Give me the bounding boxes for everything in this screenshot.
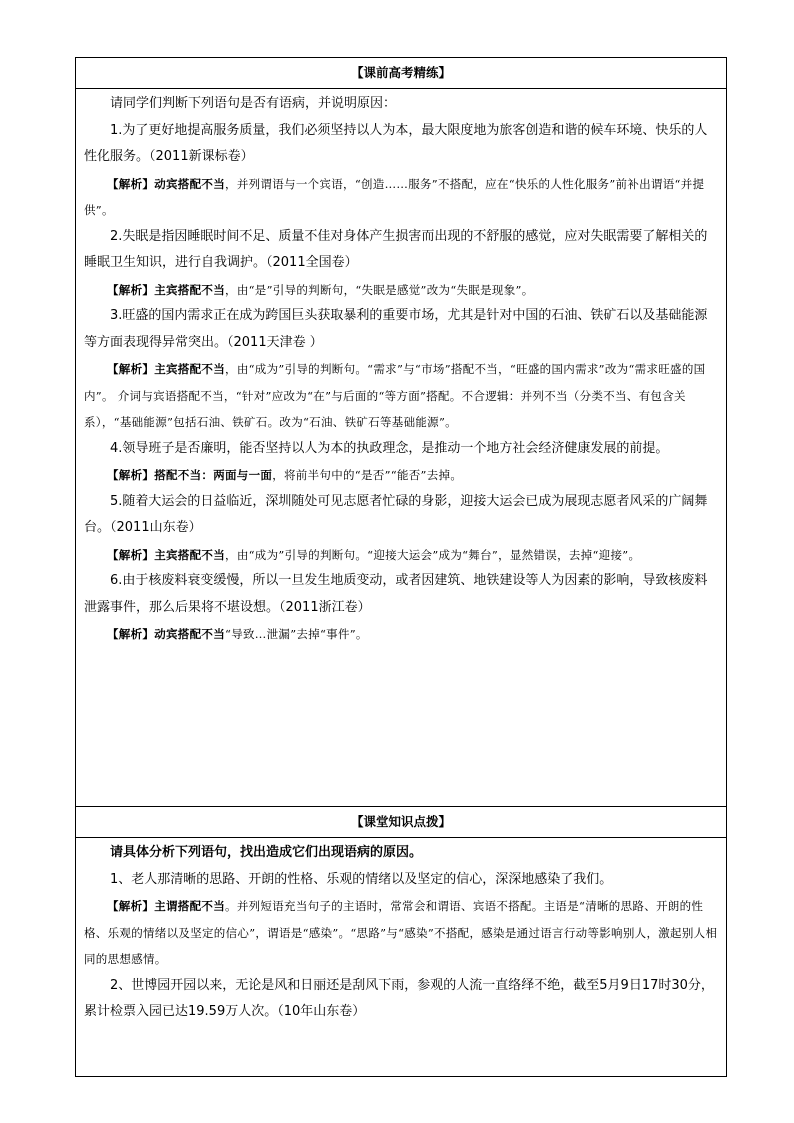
analysis-keyword: 主宾搭配不当 [154, 547, 226, 562]
question-1: 1.为了更好地提高服务质量，我们必须坚持以人为本，最大限度地为旅客创造和谐的候车环境、快乐的人性化服务。（2011新课标卷） [84, 122, 708, 164]
analysis-text: ，并列谓语与一个宾语，“创造……服务”不搭配，应在“快乐的人性化服务”前补出谓语“并提供”。 [84, 176, 705, 217]
analysis-label: 【解析】 [107, 547, 155, 562]
intro-text: 请同学们判断下列语句是否有语病，并说明原因： [110, 96, 397, 111]
analysis-label: 【解析】 [107, 362, 155, 376]
section-header: 【课前高考精练】 [76, 58, 726, 89]
question-2: 2.失眠是指因睡眠时间不足、质量不佳对身体产生损害而出现的不舒服的感觉，应对失眠需要了解相关的睡眠卫生知识，进行自我调护。（2011全国卷） [84, 228, 708, 270]
analysis-label: 【解析】 [107, 468, 155, 482]
analysis-label: 【解析】 [107, 627, 155, 641]
analysis-text: 。并列短语充当句子的主语时，常常会和谓语、宾语不搭配。主语是“清晰的思路、开朗的性格、乐观的情绪以及坚定的信心”，谓语是“感染”。“思路”与“感染”不搭配，感染是通过语言行动等影响别人，激起别人相同的思想感情。 [84, 899, 718, 966]
analysis-keyword: 主宾搭配不当 [154, 282, 226, 297]
analysis-label: 【解析】 [107, 176, 155, 191]
analysis-keyword: 动宾搭配不当 [154, 176, 226, 191]
question-2: 2、世博园开园以来，无论是风和日丽还是刮风下雨，参观的人流一直络绎不绝，截至5月9日17时30分，累计检票入园已达19.59万人次。（10年山东卷） [84, 977, 714, 1019]
analysis-keyword: 主谓搭配不当 [154, 899, 226, 913]
analysis-text: ，由“是”引导的判断句，“失眠是感觉”改为“失眠是现象”。 [225, 282, 534, 297]
analysis-label: 【解析】 [107, 282, 155, 297]
section-body [76, 89, 726, 807]
question-5: 5.随着大运会的日益临近，深圳随处可见志愿者忙碌的身影，迎接大运会已成为展现志愿者风采的广阔舞台。（2011山东卷） [84, 493, 708, 535]
analysis-text: ，将前半句中的“是否”“能否”去掉。 [272, 468, 463, 482]
content-table [75, 57, 727, 1077]
question-3: 3.旺盛的国内需求正在成为跨国巨头获取暴利的重要市场，尤其是针对中国的石油、铁矿石以及基础能源等方面表现得异常突出。（2011天津卷 ） [84, 308, 708, 350]
analysis-keyword: 搭配不当：两面与一面 [154, 468, 273, 482]
question-6: 6.由于核废料衰变缓慢，所以一旦发生地质变动，或者因建筑、地铁建设等人为因素的影响，导致核废料泄露事件，那么后果将不堪设想。（2011浙江卷） [84, 573, 708, 615]
analysis-1 [84, 893, 718, 973]
analysis-label: 【解析】 [107, 899, 155, 913]
analysis-3 [84, 356, 718, 436]
analysis-6 [84, 621, 718, 648]
question-4: 4.领导班子是否廉明，能否坚持以人为本的执政理念，是推动一个地方社会经济健康发展的前提。 [110, 440, 669, 456]
section-header: 【课堂知识点拨】 [76, 807, 726, 838]
analysis-1 [84, 171, 718, 224]
intro-text: 请具体分析下列语句，找出造成它们出现语病的原因。 [110, 845, 423, 860]
analysis-keyword: 主宾搭配不当 [154, 362, 226, 376]
question-1: 1、老人那清晰的思路、开朗的性格、乐观的情绪以及坚定的信心，深深地感染了我们。 [110, 871, 613, 887]
analysis-keyword: 动宾搭配不当 [154, 627, 226, 641]
analysis-5 [84, 542, 718, 569]
analysis-text: ，由“成为”引导的判断句。“需求”与“市场”搭配不当，“旺盛的国内需求”改为“需求旺盛的国内”。 介词与宾语搭配不当，“针对”应改为“在”与后面的“等方面”搭配。不合逻辑：并列不当（分类不当、有包含关系），“基础能源”包括石油、铁矿石。改为“石油、铁矿石等基础能源”。 [84, 362, 706, 429]
analysis-4 [84, 462, 718, 489]
section-body [76, 838, 726, 1076]
analysis-2 [84, 277, 718, 304]
analysis-text: “导致…泄漏”去掉“事件”。 [225, 627, 368, 641]
analysis-text: ，由“成为”引导的判断句。“迎接大运会”成为“舞台”，显然错误，去掉“迎接”。 [225, 547, 641, 562]
